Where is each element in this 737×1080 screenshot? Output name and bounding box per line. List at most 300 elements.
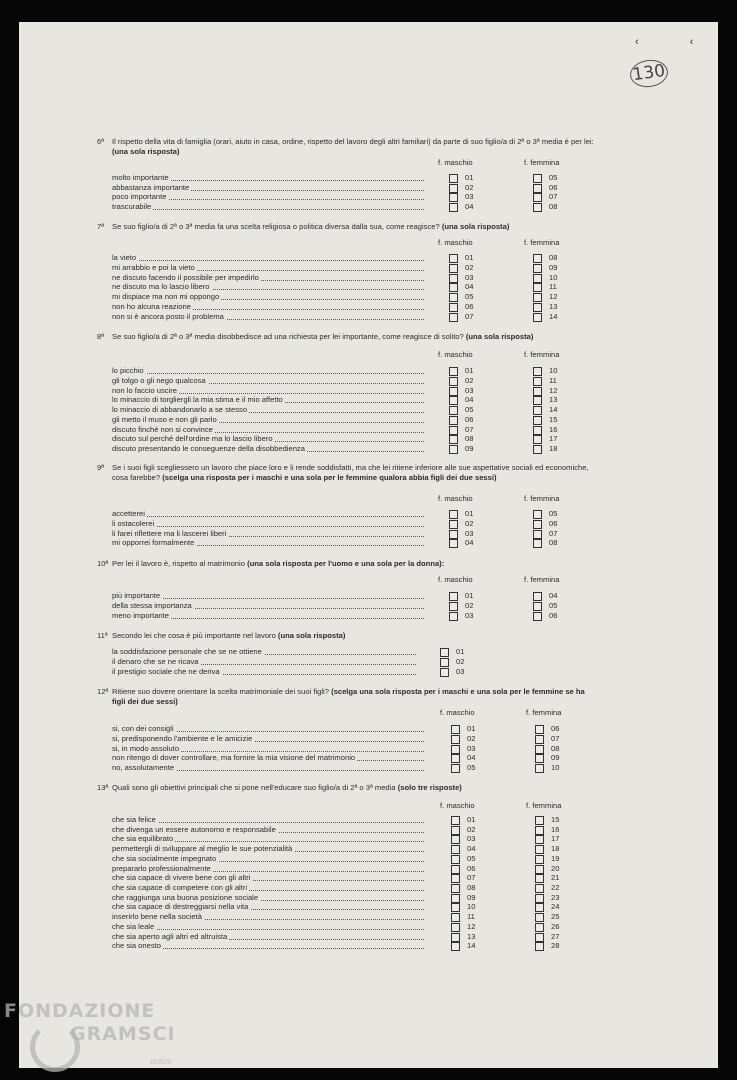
answer-code: 08 [467,883,476,893]
answer-code: 05 [549,173,558,182]
answer-code: 12 [467,921,476,931]
checkbox-male[interactable] [449,293,458,302]
answer-code: 02 [467,733,476,743]
answer-label: prepararlo professionalmente [112,863,211,873]
question-instruction: (una sola risposta) [465,332,534,341]
checkbox-male[interactable] [451,816,460,825]
checkbox-female[interactable] [533,377,542,386]
question-number: 8ª [97,332,105,341]
answer-row [112,425,582,435]
checkbox-male[interactable] [451,845,460,854]
answer-row [112,844,582,854]
checkbox-female[interactable] [533,293,542,302]
answer-code: 07 [549,528,558,538]
column-header-male: f. maschio [440,708,475,717]
answer-row [112,941,582,951]
answer-label: che sia leale [112,921,155,931]
answer-code: 13 [549,302,558,311]
checkbox-female[interactable] [535,865,544,874]
question-instruction: (una sola risposta) [112,147,180,156]
answer-code: 20 [551,863,560,873]
answer-row [112,667,582,677]
answer-label: la vieto [112,253,137,262]
answer-label: discuto sul perché dell'ordine ma lo lascio libero [112,434,273,444]
answer-code: 03 [465,610,474,620]
checkbox-female[interactable] [535,913,544,922]
question-text [112,222,597,232]
question-12 [97,687,597,707]
answer-row [112,724,582,734]
checkbox-female[interactable] [535,884,544,893]
checkbox-male[interactable] [449,539,458,548]
column-header-female: f. femmina [526,801,562,810]
checkbox-male[interactable] [451,855,460,864]
answer-code: 06 [465,414,474,424]
answer-code: 04 [465,202,474,212]
answer-code: 16 [551,824,560,834]
leader-dots [112,929,424,930]
answer-code: 16 [549,424,558,434]
answer-label: si, predisponendo l'ambiente e le amicizie [112,733,253,743]
column-header-male: f. maschio [438,494,473,503]
question-11 [97,631,597,641]
answer-code: 05 [465,405,474,414]
checkbox-female[interactable] [535,816,544,825]
answer-label: abbastanza importante [112,182,190,192]
question-8 [97,332,597,342]
answer-label: accetterei [112,509,145,518]
checkbox-male[interactable] [449,416,458,425]
answer-row [112,376,582,386]
answer-code: 05 [465,292,474,302]
answer-code: 12 [549,385,558,395]
answer-label: non ho alcuna reazione [112,302,191,311]
answer-label: ne discuto ma lo lascio libero [112,282,210,292]
question-body: Il rispetto della vita di famiglia (orari, aiuto in casa, ordine, rispetto del lavoro degli altri familiari) da parte di suo figlio/a di 2ª o 3ª media è per lei: [112,137,594,146]
answer-code: 01 [467,815,476,824]
checkbox-female[interactable] [533,426,542,435]
checkbox-male[interactable] [449,174,458,183]
question-number: 7ª [97,222,105,231]
column-header-female: f. femmina [524,238,560,247]
answer-row [112,601,582,611]
answer-code: 06 [467,863,476,873]
answer-code: 11 [467,912,475,922]
checkbox-female[interactable] [533,510,542,519]
checkbox-male[interactable] [449,602,458,611]
checkbox-female[interactable] [533,612,542,621]
watermark-line3: onlus [150,1056,172,1066]
answer-label: che sia felice [112,815,156,824]
checkbox-female[interactable] [535,894,544,903]
answer-row [112,883,582,893]
question-number: 13ª [97,783,109,792]
checkbox-male[interactable] [451,754,460,763]
checkbox-male[interactable] [449,264,458,273]
answer-label: ne discuto facendo il possibile per impedirlo [112,272,259,282]
checkbox-male[interactable] [449,426,458,435]
checkbox-male[interactable] [449,274,458,283]
answer-code: 11 [549,282,557,292]
answer-code: 02 [456,656,465,666]
checkbox-female[interactable] [535,855,544,864]
checkbox-female[interactable] [533,539,542,548]
answer-row [112,932,582,942]
answer-label: gli tolgo o gli nego qualcosa [112,375,206,385]
checkbox-female[interactable] [535,725,544,734]
checkbox-male[interactable] [449,387,458,396]
checkbox-female[interactable] [535,754,544,763]
answer-code: 01 [456,647,465,656]
answer-code: 14 [467,941,476,951]
answer-row [112,873,582,883]
checkbox-male[interactable] [449,396,458,405]
leader-dots [112,822,424,823]
answer-code: 13 [549,395,558,405]
checkbox-male[interactable] [449,203,458,212]
column-header-female: f. femmina [524,575,560,584]
answer-code: 02 [465,518,474,528]
answer-label: che sia socialmente impegnato [112,853,217,863]
answer-code: 02 [465,600,474,610]
answer-code: 04 [549,591,558,600]
checkbox-female[interactable] [533,303,542,312]
answer-code: 01 [465,591,474,600]
answer-code: 01 [465,509,474,518]
column-header-female: f. femmina [526,708,562,717]
question-text [112,559,597,569]
answer-code: 01 [465,366,474,375]
checkbox-female[interactable] [533,520,542,529]
checkbox-female[interactable] [533,396,542,405]
column-header-male: f. maschio [438,158,473,167]
answer-label: lo picchio [112,366,144,375]
checkbox-male[interactable] [451,735,460,744]
answer-code: 06 [549,182,558,192]
answer-code: 09 [551,753,560,763]
answer-label: poco importante [112,192,167,202]
answer-row [112,415,582,425]
checkbox-female[interactable] [535,933,544,942]
answer-label: li farei riflettere ma li lascerei liberi [112,528,227,538]
checkbox-female[interactable] [533,416,542,425]
answer-code: 08 [549,253,558,262]
column-header-male: f. maschio [438,350,473,359]
answer-code: 24 [551,902,560,912]
answer-row [112,263,582,273]
answer-code: 06 [549,518,558,528]
checkbox-male[interactable] [440,658,449,667]
answer-label: che sia equilibrato [112,834,174,844]
answer-code: 04 [467,753,476,763]
leader-dots [112,526,424,527]
answer-code: 03 [465,272,474,282]
answer-label: lo minaccio di abbandonarlo a se stesso [112,405,248,414]
checkbox-male[interactable] [451,894,460,903]
question-instruction: (solo tre risposte) [397,783,462,792]
question-text [112,463,597,483]
answer-label: che sia capace di vivere bene con gli altri [112,873,251,883]
checkbox-male[interactable] [451,835,460,844]
checkbox-male[interactable] [449,303,458,312]
checkbox-female[interactable] [533,445,542,454]
answer-code: 27 [551,931,560,941]
checkbox-female[interactable] [535,903,544,912]
answer-code: 06 [551,724,560,733]
answer-label: che sia aperto agli altri ed altruista [112,931,228,941]
answer-code: 15 [551,815,560,824]
checkbox-male[interactable] [449,510,458,519]
answer-code: 14 [549,311,558,321]
answer-label: si, in modo assoluto [112,743,180,753]
checkbox-male[interactable] [449,313,458,322]
checkbox-female[interactable] [533,264,542,273]
answer-label: discuto finché non si convince [112,424,213,434]
answer-row [112,302,582,312]
answer-code: 05 [549,600,558,610]
answer-code: 06 [549,610,558,620]
answer-label: che divenga un essere autonomo e responsabile [112,824,276,834]
checkbox-female[interactable] [535,735,544,744]
answer-label: non ritengo di dover controllare, ma fornire la mia visione del matrimonio [112,753,356,763]
answer-row [112,922,582,932]
answer-code: 01 [467,724,476,733]
checkbox-male[interactable] [451,923,460,932]
question-text [112,631,597,641]
checkbox-female[interactable] [535,942,544,951]
question-text [112,137,597,157]
question-instruction: (una sola risposta per l'uomo e una sola per la donna): [247,559,445,568]
answer-code: 03 [467,743,476,753]
checkbox-female[interactable] [533,254,542,263]
answer-code: 07 [465,424,474,434]
question-instruction: (una sola risposta) [277,631,346,640]
checkbox-male[interactable] [451,764,460,773]
answer-code: 03 [456,666,465,676]
answer-row [112,538,582,548]
checkbox-male[interactable] [451,865,460,874]
checkbox-female[interactable] [533,406,542,415]
answer-code: 02 [467,824,476,834]
answer-code: 19 [551,853,560,863]
answer-row [112,519,582,529]
checkbox-female[interactable] [535,764,544,773]
checkbox-male[interactable] [449,530,458,539]
leader-dots [112,516,424,517]
checkbox-male[interactable] [451,903,460,912]
answer-label: mi arrabbio e poi la vieto [112,262,195,272]
corner-marks: ‹ ‹ [635,36,718,48]
checkbox-male[interactable] [449,406,458,415]
checkbox-female[interactable] [535,845,544,854]
checkbox-female[interactable] [533,203,542,212]
checkbox-male[interactable] [451,725,460,734]
answer-code: 02 [465,375,474,385]
answer-code: 09 [465,444,474,453]
answer-label: permettergli di sviluppare al meglio le sue potenzialità [112,844,293,854]
answer-code: 03 [465,528,474,538]
checkbox-female[interactable] [533,184,542,193]
answer-row [112,444,582,454]
answer-code: 02 [465,262,474,272]
checkbox-female[interactable] [533,367,542,376]
answer-code: 07 [467,873,476,883]
checkbox-female[interactable] [533,274,542,283]
question-7 [97,222,597,232]
checkbox-male[interactable] [449,367,458,376]
question-body: Se suo figlio/a di 2ª o 3ª media disobbedisce ad una richiesta per lei importante, come reagisce di solito? [112,332,464,341]
answer-code: 08 [465,434,474,444]
answer-label: la soddisfazione personale che se ne ottiene [112,647,262,656]
checkbox-female[interactable] [533,283,542,292]
answer-code: 09 [549,262,558,272]
question-body: Per lei il lavoro è, rispetto al matrimonio [112,559,245,568]
answer-code: 21 [551,873,560,883]
answer-code: 04 [467,844,476,854]
checkbox-male[interactable] [451,745,460,754]
column-header-male: f. maschio [438,238,473,247]
answer-label: no, assolutamente [112,763,175,773]
question-number: 9ª [97,463,105,472]
checkbox-female[interactable] [533,193,542,202]
checkbox-male[interactable] [449,435,458,444]
answer-row [112,386,582,396]
column-header-female: f. femmina [524,494,560,503]
answer-code: 07 [549,192,558,202]
question-body: Se suo figlio/a di 2ª o 3ª media fa una scelta religiosa o politica diversa dalla sua, come reagisce? [112,222,440,231]
checkbox-female[interactable] [535,835,544,844]
answer-row [112,657,582,667]
checkbox-female[interactable] [533,530,542,539]
answer-label: molto importante [112,173,169,182]
answer-code: 18 [549,444,558,453]
answer-row [112,312,582,322]
checkbox-male[interactable] [449,445,458,454]
answer-row [112,253,582,263]
leader-dots [112,373,424,374]
answer-label: si, con dei consigli [112,724,174,733]
checkbox-male[interactable] [451,826,460,835]
answer-row [112,893,582,903]
answer-code: 07 [465,311,474,321]
checkbox-female[interactable] [535,874,544,883]
answer-row [112,395,582,405]
question-number: 11ª [97,631,108,640]
question-text [112,783,597,793]
answer-row [112,434,582,444]
question-instruction: (una sola risposta) [441,222,510,231]
answer-label: che sia capace di destreggiarsi nella vita [112,902,249,912]
answer-row [112,611,582,621]
checkbox-male[interactable] [440,648,449,657]
answer-row [112,763,582,773]
answer-row [112,183,582,193]
checkbox-female[interactable] [535,826,544,835]
answer-row [112,825,582,835]
answer-row [112,744,582,754]
column-header-female: f. femmina [524,158,560,167]
checkbox-male[interactable] [449,612,458,621]
question-instruction: (scelga una sola risposta per i maschi e una sola per le femmine se ha figli dei due sessi) [112,687,585,706]
answer-row [112,192,582,202]
answer-row [112,815,582,825]
answer-row [112,647,582,657]
answer-label: trascurabile [112,202,152,212]
answer-code: 04 [465,395,474,405]
answer-code: 06 [465,302,474,311]
answer-code: 10 [467,902,476,912]
answer-code: 08 [549,202,558,212]
answer-code: 25 [551,912,560,922]
answer-code: 18 [551,844,560,854]
checkbox-female[interactable] [533,435,542,444]
question-text [112,687,597,707]
answer-label: lo minaccio di torgliergli la mia stima e il mio affetto [112,395,283,405]
answer-label: che sia onesto [112,941,161,951]
answer-row [112,282,582,292]
checkbox-male[interactable] [449,520,458,529]
answer-code: 05 [549,509,558,518]
answer-row [112,734,582,744]
checkbox-male[interactable] [449,377,458,386]
checkbox-male[interactable] [451,913,460,922]
answer-row [112,173,582,183]
answer-code: 07 [551,733,560,743]
answer-label: più importante [112,591,161,600]
answer-label: che raggiunga una buona posizione sociale [112,892,259,902]
answer-code: 02 [465,182,474,192]
answer-code: 28 [551,941,560,951]
question-10 [97,559,597,569]
checkbox-male[interactable] [451,884,460,893]
checkbox-male[interactable] [449,283,458,292]
checkbox-male[interactable] [449,254,458,263]
leader-dots [112,260,424,261]
question-text [112,332,597,342]
checkbox-female[interactable] [535,923,544,932]
answer-row [112,912,582,922]
checkbox-male[interactable] [449,193,458,202]
checkbox-male[interactable] [451,933,460,942]
answer-code: 03 [467,834,476,844]
checkbox-male[interactable] [440,668,449,677]
answer-code: 05 [467,763,476,773]
question-6 [97,137,597,157]
checkbox-female[interactable] [535,745,544,754]
checkbox-female[interactable] [533,602,542,611]
answer-label: il denaro che se ne ricava [112,656,199,666]
checkbox-male[interactable] [449,592,458,601]
answer-label: inserirlo bene nella società [112,912,202,922]
questionnaire-page [19,22,718,1068]
answer-code: 15 [549,414,558,424]
question-number: 12ª [97,687,109,696]
answer-code: 22 [551,883,560,893]
answer-code: 03 [465,385,474,395]
answer-code: 04 [465,282,474,292]
checkbox-male[interactable] [451,942,460,951]
checkbox-female[interactable] [533,313,542,322]
checkbox-male[interactable] [449,184,458,193]
answer-row [112,529,582,539]
answer-label: li ostacolerei [112,518,155,528]
leader-dots [112,209,424,210]
checkbox-female[interactable] [533,387,542,396]
checkbox-female[interactable] [533,174,542,183]
checkbox-male[interactable] [451,874,460,883]
answer-code: 10 [549,366,558,375]
checkbox-female[interactable] [533,592,542,601]
